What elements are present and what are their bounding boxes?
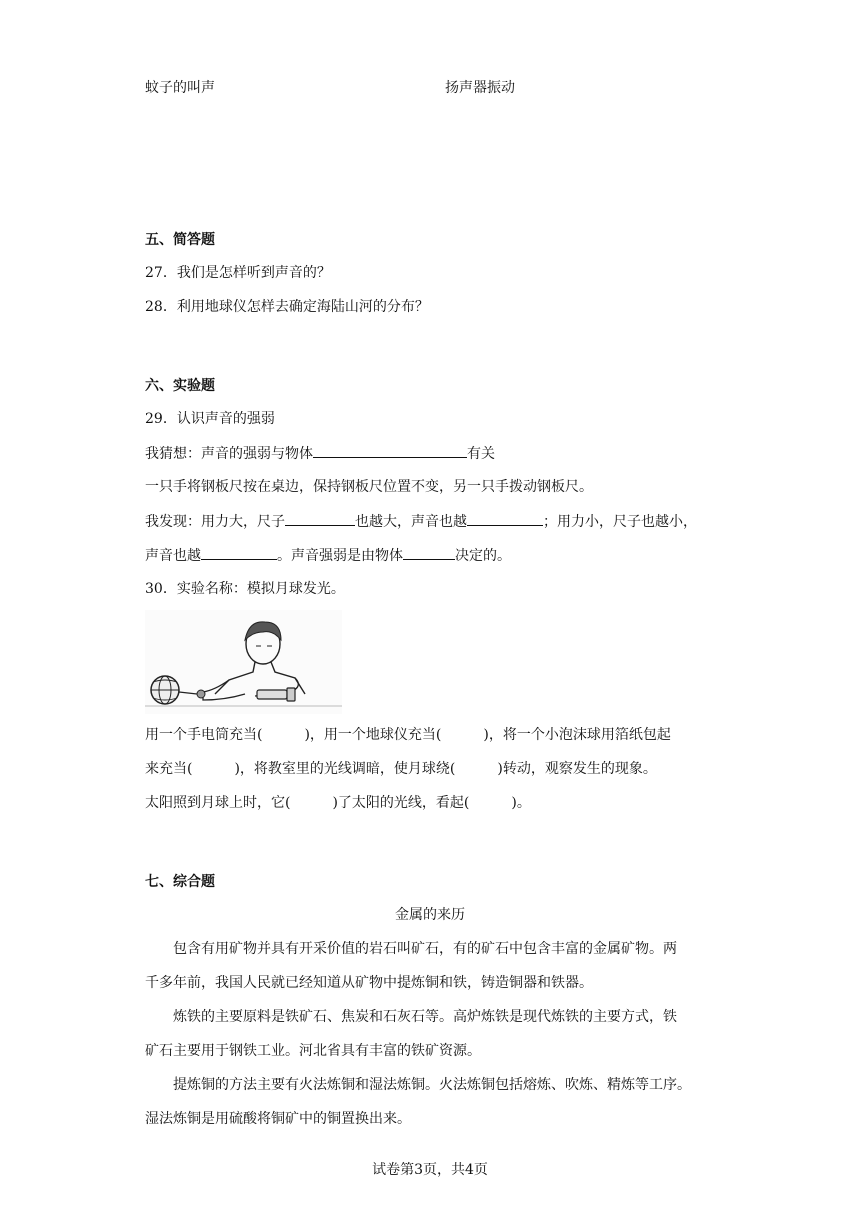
article-paragraph-3-line-1: 提炼铜的方法主要有火法炼铜和湿法炼铜。火法炼铜包括熔炼、吹炼、精炼等工序。 [173, 1077, 691, 1093]
q29-find-text-a: 我发现：用力大，尺子 [145, 514, 285, 530]
article-paragraph-1-line-2: 千多年前，我国人民就已经知道从矿物中提炼铜和铁，铸造铜器和铁器。 [145, 975, 593, 991]
q29-guess-text-b: 有关 [467, 446, 495, 462]
question-30-title: 30．实验名称：模拟月球发光。 [145, 581, 345, 597]
question-27: 27．我们是怎样听到声音的？ [145, 265, 331, 281]
article-title: 金属的来历 [395, 907, 465, 923]
question-28: 28．利用地球仪怎样去确定海陆山河的分布？ [145, 299, 429, 315]
q30-l1-text-c: )，将一个小泡沫球用箔纸包起 [483, 727, 671, 743]
section6-heading: 六、实验题 [145, 378, 215, 394]
answer-blank[interactable] [201, 545, 277, 560]
q29-find-text-c: ；用力小，尺子也越小， [543, 514, 697, 530]
q30-l3-text-c: )。 [511, 795, 531, 811]
boy-globe-flashlight-drawing [145, 610, 342, 714]
q30-l1-text-a: 用一个手电筒充当( [145, 727, 263, 743]
q30-l3-text-b: )了太阳的光线，看起( [332, 795, 470, 811]
q30-l2-text-a: 来充当( [145, 761, 193, 777]
q29-find2-text-b: 。声音强弱是由物体 [277, 548, 403, 564]
match-right-item: 扬声器振动 [445, 80, 515, 96]
answer-blank[interactable] [313, 443, 467, 458]
question-29-finding-2 [145, 545, 511, 566]
q29-guess-text-a: 我猜想：声音的强弱与物体 [145, 446, 313, 462]
answer-blank[interactable] [285, 511, 355, 526]
q30-l2-text-b: )，将教室里的光线调暗，使月球绕( [234, 761, 456, 777]
question-29-method: 一只手将钢板尺按在桌边，保持钢板尺位置不变，另一只手拨动钢板尺。 [145, 479, 593, 495]
q30-l2-text-c: )转动，观察发生的现象。 [497, 761, 657, 777]
question-30-line-3 [145, 793, 531, 813]
answer-blank[interactable] [467, 511, 543, 526]
experiment-illustration [145, 610, 342, 714]
page-footer: 试卷第3页，共4页 [372, 1162, 488, 1178]
article-paragraph-2-line-1: 炼铁的主要原料是铁矿石、焦炭和石灰石等。高炉炼铁是现代炼铁的主要方式，铁 [173, 1009, 677, 1025]
q29-find2-text-a: 声音也越 [145, 548, 201, 564]
section7-heading: 七、综合题 [145, 874, 215, 890]
question-30-line-2 [145, 759, 657, 779]
answer-blank[interactable] [403, 545, 455, 560]
q30-l3-text-a: 太阳照到月球上时，它( [145, 795, 291, 811]
question-30-line-1 [145, 725, 671, 745]
q29-find2-text-c: 决定的。 [455, 548, 511, 564]
question-29-title: 29．认识声音的强弱 [145, 411, 275, 427]
article-paragraph-2-line-2: 矿石主要用于钢铁工业。河北省具有丰富的铁矿资源。 [145, 1043, 481, 1059]
section5-heading: 五、简答题 [145, 232, 215, 248]
q30-l1-text-b: )，用一个地球仪充当( [304, 727, 442, 743]
article-paragraph-3-line-2: 湿法炼铜是用硫酸将铜矿中的铜置换出来。 [145, 1111, 411, 1127]
q29-find-text-b: 也越大，声音也越 [355, 514, 467, 530]
question-29-finding-1 [145, 511, 697, 532]
question-29-guess [145, 443, 495, 464]
match-left-item: 蚊子的叫声 [145, 80, 215, 96]
article-paragraph-1-line-1: 包含有用矿物并具有开采价值的岩石叫矿石，有的矿石中包含丰富的金属矿物。两 [173, 941, 677, 957]
